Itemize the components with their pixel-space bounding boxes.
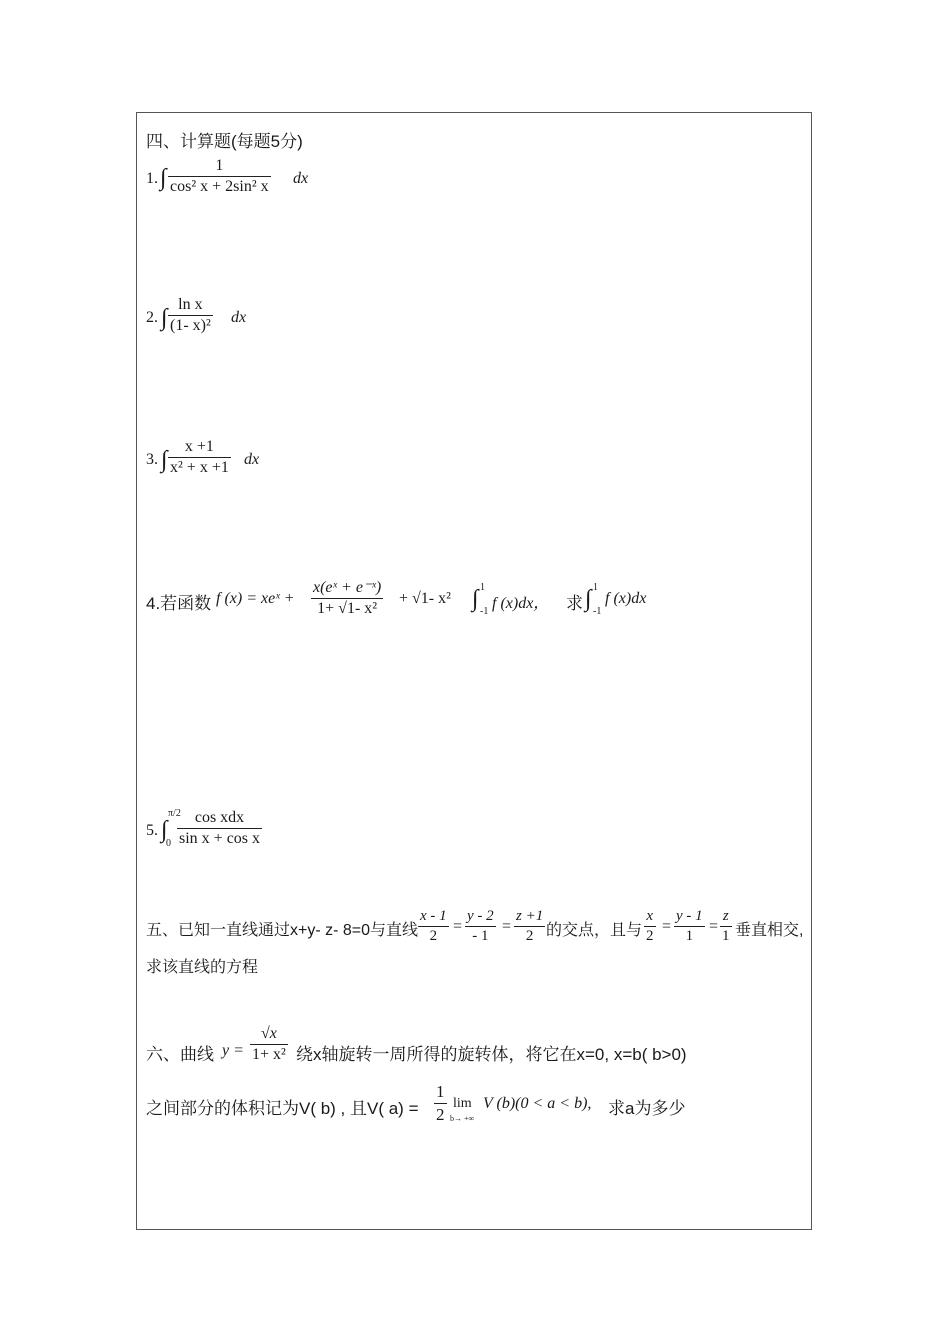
problem2-denominator: (1- x)² [170, 317, 211, 334]
problem4-ask: 求 [566, 594, 583, 613]
section5-end: 垂直相交, [735, 922, 804, 939]
problem3-fraction [168, 438, 231, 477]
section5-frac-2-den: - 1 [465, 926, 496, 945]
problem4-frac-num: x(eˣ + e⁻ˣ) [313, 579, 382, 596]
integral-sign-4a: ∫ [472, 586, 479, 612]
section5-frac-4-den: 2 [646, 928, 654, 944]
integral-sign-5: ∫ [161, 817, 168, 843]
section6-line2b: V (b)(0 < a < b), [483, 1095, 592, 1112]
section5-frac-1-num: x - 1 [420, 908, 447, 924]
problem1-number: 1. [146, 170, 158, 187]
section6-frac-den: 1+ x² [252, 1046, 286, 1063]
section6-half-num: 1 [436, 1082, 445, 1101]
equals-sign: = [662, 918, 672, 935]
problem1-numerator: 1 [215, 157, 224, 174]
problem2-number: 2. [146, 309, 158, 326]
section4-title: 四、计算题(每题5分) [146, 132, 303, 151]
section6-line2c: 求a为多少 [608, 1099, 686, 1118]
problem3-number: 3. [146, 451, 158, 468]
equals-sign: = [709, 918, 719, 935]
section5-mid: 的交点，且与 [546, 922, 643, 939]
problem1-dx: dx [293, 170, 309, 187]
problem3-numerator: x +1 [184, 438, 214, 455]
problem5-number: 5. [146, 822, 158, 839]
problem4-tail1: + √1- x² [399, 590, 451, 607]
section5-frac-5-den: 1 [674, 926, 705, 945]
problem4-upper-2: 1 [593, 582, 598, 593]
section5-frac-3-den: 2 [514, 926, 545, 945]
problem4-lower-2: -1 [593, 606, 602, 617]
section5-frac-5-num: y - 1 [676, 908, 703, 924]
section5-frac-1 [418, 908, 449, 945]
section5-frac-4-num: x [646, 908, 654, 924]
section5-frac-3-num: z +1 [516, 908, 544, 924]
problem1-denominator: cos² x + 2sin² x [170, 178, 269, 195]
section6-lead: 六、曲线 [146, 1045, 214, 1064]
problem2-dx: dx [231, 309, 247, 326]
problem4-frac-den: 1+ √1- x² [311, 598, 383, 618]
integral-sign-2: ∫ [161, 305, 168, 331]
section5-line2: 求该直线的方程 [146, 959, 259, 976]
section6-y-eq: y = [222, 1042, 244, 1059]
section6-lim: lim [453, 1096, 472, 1111]
section5-lead: 五、已知一直线通过x+y- z- 8=0与直线 [146, 922, 419, 939]
section5-frac-5 [674, 908, 705, 945]
integral-sign-3: ∫ [161, 447, 168, 473]
problem4-int2: f (x)dx [605, 590, 647, 607]
problem4-fraction [311, 577, 383, 618]
equals-sign: = [502, 918, 512, 935]
problem5-denominator: sin x + cos x [179, 830, 261, 847]
problem4-lower-1: -1 [480, 606, 489, 617]
problem3-denominator: x² + x +1 [170, 459, 229, 476]
section6-half-den: 2 [436, 1105, 445, 1124]
section6-rest1: 绕x轴旋转一周所得的旋转体，将它在x=0, x=b( b>0) [296, 1045, 687, 1064]
section5-frac-3 [514, 908, 545, 945]
problem1-fraction [168, 157, 271, 196]
section5-frac-2 [465, 908, 496, 945]
section5-frac-6-den: 1 [722, 928, 730, 944]
section5-frac-4 [644, 908, 656, 945]
problem4-upper-1: 1 [480, 582, 485, 593]
section6-half [434, 1082, 447, 1125]
section5-frac-2-num: y - 2 [467, 908, 494, 924]
equals-sign: = [453, 918, 463, 935]
problem5-numerator: cos xdx [194, 809, 245, 826]
section5-frac-6-num: z [722, 908, 729, 924]
problem4-int1: f (x)dx， [492, 595, 550, 612]
problem5-fraction [177, 809, 262, 848]
problem5-upper: π/2 [168, 808, 181, 819]
section6-line2a: 之间部分的体积记为V( b) , 且V( a) = [146, 1099, 419, 1118]
problem2-numerator: ln x [178, 296, 203, 313]
problem4-f-def: f (x) = xeˣ + [216, 590, 295, 607]
section6-frac-num: √x [260, 1025, 277, 1042]
integral-sign-1: ∫ [160, 165, 167, 191]
section5-frac-6 [720, 908, 732, 945]
section5-frac-1-den: 2 [418, 926, 449, 945]
integral-sign-4b: ∫ [585, 586, 592, 612]
section6-lim-sub: b→ +∞ [450, 1114, 475, 1123]
problem3-dx: dx [244, 451, 260, 468]
problem4-lead: 4.若函数 [146, 594, 212, 613]
problem5-lower: 0 [166, 838, 171, 849]
section6-fraction [250, 1025, 288, 1064]
problem2-fraction [168, 296, 213, 335]
